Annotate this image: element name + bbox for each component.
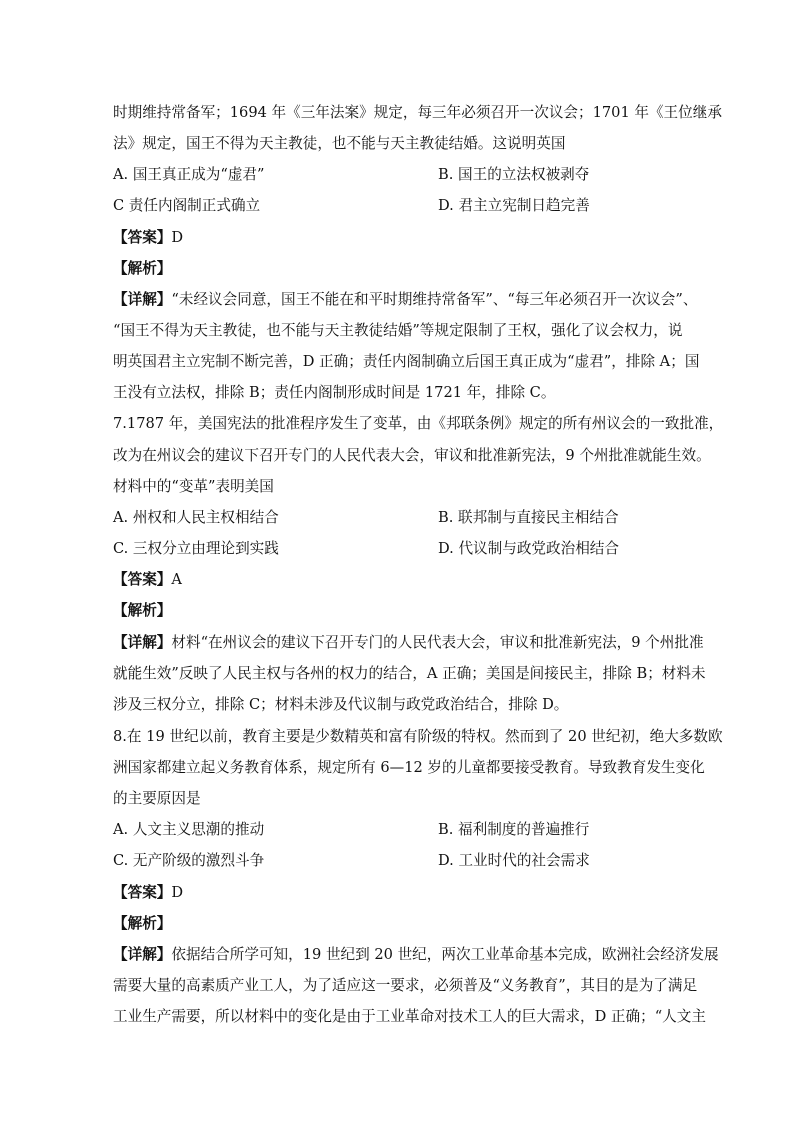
q6-option-b: B. 国王的立法权被剥夺: [438, 166, 590, 183]
q8-answer: D: [171, 884, 184, 901]
q8-analysis-line: [113, 914, 683, 934]
q7-analysis-line: [113, 601, 683, 621]
q7-detail-tag: 【详解】: [113, 634, 172, 651]
q8-option-a: A. 人文主义思潮的推动: [113, 821, 265, 838]
q7-detail-line-1: [113, 633, 704, 653]
q8-answer-line: [113, 883, 683, 903]
q7-detail-line-3: 涉及三权分立，排除 C；材料未涉及代议制与政党政治结合，排除 D。: [113, 696, 569, 713]
q6-option-a: A. 国王真正成为“虚君”: [113, 166, 265, 183]
q6-detail-line-1: [113, 290, 698, 310]
q6-answer: D: [171, 229, 184, 246]
q7-option-d: D. 代议制与政党政治相结合: [438, 540, 619, 557]
q7-analysis-tag: 【解析】: [113, 602, 172, 619]
q8-detail-text-1: 依据结合所学可知，19 世纪到 20 世纪，两次工业革命基本完成，欧洲社会经济发展: [171, 946, 719, 963]
q6-detail-line-3: 明英国君主立宪制不断完善，D 正确；责任内阁制确立后国王真正成为“虚君”，排除 A；国: [113, 353, 700, 370]
q8-analysis-tag: 【解析】: [113, 915, 172, 932]
q6-detail-line-2: “国王不得为天主教徒，也不能与天主教徒结婚”等规定限制了王权，强化了议会权力，说: [113, 322, 683, 339]
q6-answer-tag: 【答案】: [113, 229, 172, 246]
q8-detail-line-1: [113, 945, 719, 965]
q7-answer: A: [171, 571, 182, 588]
q8-answer-tag: 【答案】: [113, 884, 172, 901]
q6-option-d: D. 君主立宪制日趋完善: [438, 197, 590, 214]
q7-detail-line-2: 就能生效”反映了人民主权与各州的权力的结合，A 正确；美国是间接民主，排除 B；材料未: [113, 665, 706, 682]
q7-stem-line-1: 7.1787 年，美国宪法的批准程序发生了变革，由《邦联条例》规定的所有州议会的一致批准，: [113, 415, 724, 432]
q7-answer-tag: 【答案】: [113, 571, 172, 588]
q7-option-b: B. 联邦制与直接民主相结合: [438, 509, 619, 526]
q8-stem-line-3: 的主要原因是: [113, 790, 201, 807]
q8-option-b: B. 福利制度的普遍推行: [438, 821, 590, 838]
q6-detail-tag: 【详解】: [113, 291, 172, 308]
q6-detail-line-4: 王没有立法权，排除 B；责任内阁制形成时间是 1721 年，排除 C。: [113, 384, 556, 401]
q7-stem-line-3: 材料中的“变革”表明美国: [113, 478, 274, 495]
q7-answer-line: [113, 570, 683, 590]
q8-stem-line-2: 洲国家都建立起义务教育体系，规定所有 6—12 岁的儿童都要接受教育。导致教育发生变化: [113, 759, 705, 776]
q6-detail-text-1: “未经议会同意，国王不能在和平时期维持常备军”、“每三年必须召开一次议会”、: [171, 291, 698, 308]
q6-analysis-line: [113, 259, 683, 279]
q8-stem-line-1: 8.在 19 世纪以前，教育主要是少数精英和富有阶级的特权。然而到了 20 世纪初，绝大多数欧: [113, 728, 723, 745]
q8-detail-line-2: 需要大量的高素质产业工人，为了适应这一要求，必须普及“义务教育”，其目的是为了满足: [113, 977, 698, 994]
q6-answer-line: [113, 228, 683, 248]
q8-option-d: D. 工业时代的社会需求: [438, 852, 590, 869]
q7-option-a: A. 州权和人民主权相结合: [113, 509, 279, 526]
q6-stem-line-1: 时期维持常备军；1694 年《三年法案》规定，每三年必须召开一次议会；1701 年《王位继承: [113, 104, 722, 121]
q6-stem-line-2: 法》规定，国王不得为天主教徒，也不能与天主教徒结婚。这说明英国: [113, 135, 566, 152]
q8-detail-tag: 【详解】: [113, 946, 172, 963]
q7-option-c: C. 三权分立由理论到实践: [113, 540, 279, 557]
q6-option-c: C 责任内阁制正式确立: [113, 197, 261, 214]
q7-stem-line-2: 改为在州议会的建议下召开专门的人民代表大会，审议和批准新宪法，9 个州批准就能生效。: [113, 447, 711, 464]
q7-detail-text-1: 材料“在州议会的建议下召开专门的人民代表大会，审议和批准新宪法，9 个州批准: [171, 634, 704, 651]
q8-option-c: C. 无产阶级的激烈斗争: [113, 852, 265, 869]
q8-detail-line-3: 工业生产需要，所以材料中的变化是由于工业革命对技术工人的巨大需求，D 正确；“人文主: [113, 1008, 706, 1025]
q6-analysis-tag: 【解析】: [113, 260, 172, 277]
